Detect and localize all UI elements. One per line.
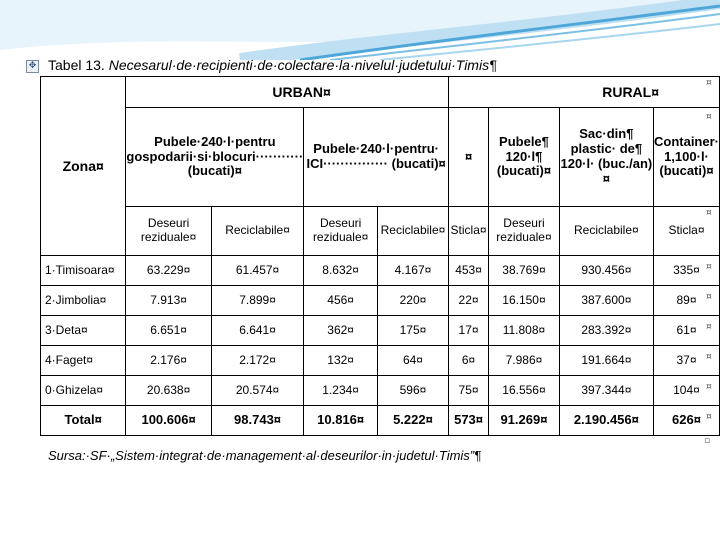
- table-cell: 61¤: [653, 316, 719, 346]
- row-end-mark: ¤: [706, 262, 712, 272]
- table-cell: 89¤: [653, 286, 719, 316]
- table-cell: 8.632¤: [304, 256, 378, 286]
- row-zone-name: 1·Timisoara¤: [41, 256, 126, 286]
- resize-handle-icon[interactable]: ▫: [704, 436, 711, 446]
- table-cell: 456¤: [304, 286, 378, 316]
- table-cell: 362¤: [304, 316, 378, 346]
- sub-header-ici-reziduale: Deseuri reziduale¤: [304, 207, 378, 256]
- sub-header-sticla: Sticla¤: [448, 207, 488, 256]
- table-cell: 191.664¤: [559, 346, 653, 376]
- table-cell: 132¤: [304, 346, 378, 376]
- rural-header: RURAL¤: [448, 77, 719, 108]
- col-header-container: Container· 1,100·l· (bucati)¤: [653, 108, 719, 207]
- zona-header: Zona¤: [41, 77, 126, 256]
- table-cell: 175¤: [377, 316, 448, 346]
- row-zone-name: 4·Faget¤: [41, 346, 126, 376]
- total-cell: 5.222¤: [377, 406, 448, 436]
- table-cell: 930.456¤: [559, 256, 653, 286]
- caption-title: Necesarul·de·recipienti·de·colectare·la·nivelul·judetului·Timis¶: [108, 57, 497, 73]
- group-header-row: [41, 77, 720, 108]
- table-cell: 2.172¤: [211, 346, 304, 376]
- row-zone-name: 3·Deta¤: [41, 316, 126, 346]
- row-end-mark: ¤: [706, 208, 712, 218]
- total-label: Total¤: [41, 406, 126, 436]
- table-cell: 38.769¤: [489, 256, 560, 286]
- table-cell: 22¤: [448, 286, 488, 316]
- table-cell: 75¤: [448, 376, 488, 406]
- row-end-mark: ¤: [706, 292, 712, 302]
- table-cell: 453¤: [448, 256, 488, 286]
- table-cell: 104¤: [653, 376, 719, 406]
- column-header-row: [41, 108, 720, 207]
- total-cell: 573¤: [448, 406, 488, 436]
- total-cell: 91.269¤: [489, 406, 560, 436]
- table-cell: 20.638¤: [126, 376, 211, 406]
- col-header-sac-plastic: Sac·din¶ plastic· de¶ 120·l· (buc./an)¤: [559, 108, 653, 207]
- row-end-mark: ¤: [706, 78, 712, 88]
- table-row: [41, 346, 720, 376]
- row-zone-name: 0·Ghizela¤: [41, 376, 126, 406]
- table-cell: 387.600¤: [559, 286, 653, 316]
- col-header-pubele-gospodarii: Pubele·240·l·pentru gospodarii·si·blocuri··········· (bucati)¤: [126, 108, 304, 207]
- table-cell: 1.234¤: [304, 376, 378, 406]
- table-cell: 16.150¤: [489, 286, 560, 316]
- table-cell: 7.913¤: [126, 286, 211, 316]
- total-row: [41, 406, 720, 436]
- row-end-mark: ¤: [706, 382, 712, 392]
- table-move-handle-icon[interactable]: ✥: [26, 60, 39, 73]
- sub-header-urban-reciclabile: Reciclabile¤: [211, 207, 304, 256]
- table-cell: 4.167¤: [377, 256, 448, 286]
- table-row: [41, 286, 720, 316]
- table-cell: 335¤: [653, 256, 719, 286]
- recipients-table: [40, 76, 720, 436]
- total-cell: 10.816¤: [304, 406, 378, 436]
- total-cell: 2.190.456¤: [559, 406, 653, 436]
- table-cell: 6.641¤: [211, 316, 304, 346]
- table-cell: 283.392¤: [559, 316, 653, 346]
- table-cell: 64¤: [377, 346, 448, 376]
- table-row: [41, 316, 720, 346]
- table-cell: 397.344¤: [559, 376, 653, 406]
- table-cell: 17¤: [448, 316, 488, 346]
- decorative-wave-header: [0, 0, 720, 60]
- table-cell: 6¤: [448, 346, 488, 376]
- caption-prefix: Tabel 13.: [48, 57, 105, 73]
- table-cell: 11.808¤: [489, 316, 560, 346]
- table-cell: 7.986¤: [489, 346, 560, 376]
- sub-header-rural-reciclabile: Reciclabile¤: [559, 207, 653, 256]
- table-cell: 16.556¤: [489, 376, 560, 406]
- table-cell: 7.899¤: [211, 286, 304, 316]
- total-cell: 98.743¤: [211, 406, 304, 436]
- col-header-pubele-ici: Pubele·240·l·pentru· ICI··············· (bucati)¤: [304, 108, 449, 207]
- col-header-pubele-120: Pubele¶ 120·l¶ (bucati)¤: [489, 108, 560, 207]
- total-cell: 626¤: [653, 406, 719, 436]
- col-header-empty: ¤: [448, 108, 488, 207]
- sub-header-urban-reziduale: Deseuri reziduale¤: [126, 207, 211, 256]
- table-cell: 596¤: [377, 376, 448, 406]
- sub-header-rural-sticla: Sticla¤: [653, 207, 719, 256]
- row-end-mark: ¤: [706, 112, 712, 122]
- table-cell: 220¤: [377, 286, 448, 316]
- table-cell: 37¤: [653, 346, 719, 376]
- table-row: [41, 376, 720, 406]
- source-note: Sursa:·SF·„Sistem·integrat·de·management·al·deseurilor·in·judetul·Timis”¶: [48, 448, 482, 463]
- total-cell: 100.606¤: [126, 406, 211, 436]
- table-cell: 63.229¤: [126, 256, 211, 286]
- sub-header-rural-reziduale: Deseuri reziduale¤: [489, 207, 560, 256]
- table-caption: [48, 57, 497, 73]
- table-cell: 2.176¤: [126, 346, 211, 376]
- sub-header-row: [41, 207, 720, 256]
- row-end-mark: ¤: [706, 352, 712, 362]
- urban-header: URBAN¤: [126, 77, 449, 108]
- table-cell: 6.651¤: [126, 316, 211, 346]
- row-end-mark: ¤: [706, 322, 712, 332]
- table-cell: 61.457¤: [211, 256, 304, 286]
- sub-header-ici-reciclabile: Reciclabile¤: [377, 207, 448, 256]
- row-end-mark: ¤: [706, 412, 712, 422]
- row-zone-name: 2·Jimbolia¤: [41, 286, 126, 316]
- table-row: [41, 256, 720, 286]
- table-cell: 20.574¤: [211, 376, 304, 406]
